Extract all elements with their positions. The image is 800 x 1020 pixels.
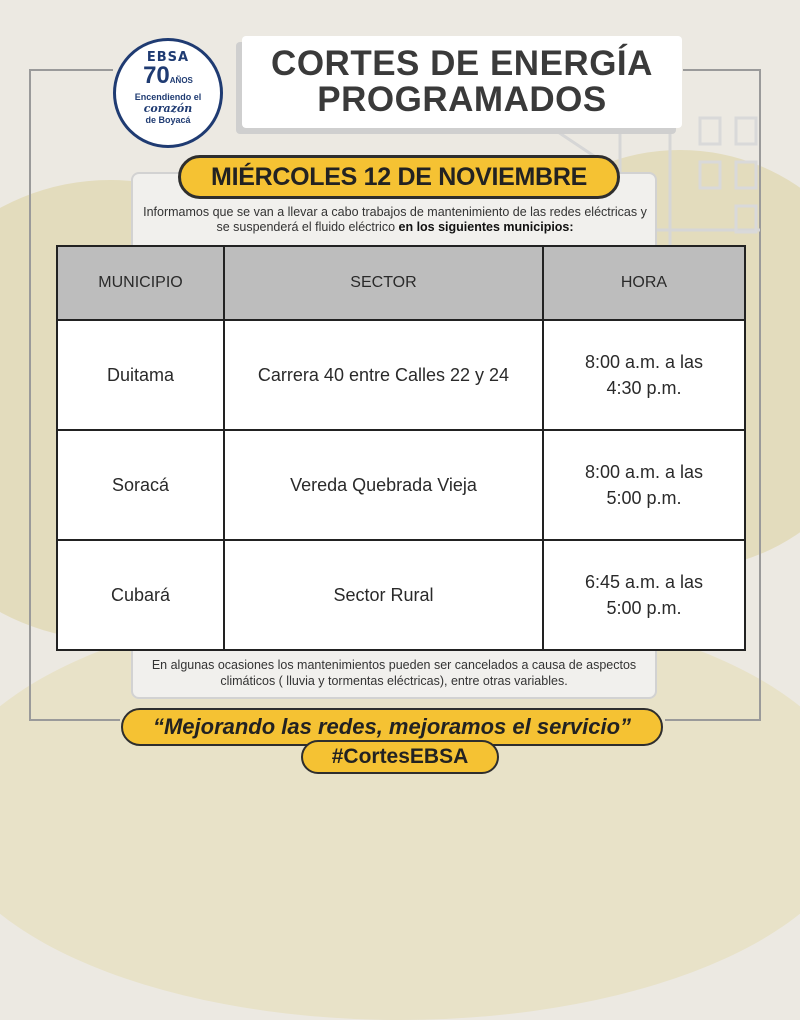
table-header-row — [57, 246, 745, 320]
cell-sector: Carrera 40 entre Calles 22 y 24 — [224, 320, 543, 430]
header-hora: HORA — [543, 246, 745, 320]
cell-municipio: Cubará — [57, 540, 224, 650]
page-title-line1: CORTES DE ENERGÍA — [271, 44, 653, 83]
cell-sector: Vereda Quebrada Vieja — [224, 430, 543, 540]
hashtag-badge: #CortesEBSA — [301, 740, 499, 774]
hora-start: 8:00 a.m. a las — [584, 462, 704, 482]
outage-schedule-table — [56, 245, 746, 651]
intro-emphasis: en los siguientes municipios: — [398, 220, 574, 234]
logo-brand: EBSA — [146, 50, 190, 65]
hora-end: 5:00 p.m. — [606, 488, 682, 508]
hora-end: 5:00 p.m. — [606, 598, 682, 618]
logo-slogan-line3: de Boyacá — [145, 115, 191, 125]
cell-hora — [543, 540, 745, 650]
logo-slogan-line1: Encendiendo el — [134, 92, 202, 102]
page-title-box — [242, 36, 682, 128]
cell-municipio: Duitama — [57, 320, 224, 430]
logo-years — [116, 62, 220, 92]
logo-slogan-heart-word: corazón — [143, 102, 193, 115]
intro-text — [140, 205, 650, 235]
page-title-line2: PROGRAMADOS — [317, 80, 607, 119]
cell-hora — [543, 430, 745, 540]
logo-slogan-line2 — [116, 103, 220, 115]
logo-years-number: 70 — [143, 62, 170, 89]
slogan-badge: “Mejorando las redes, mejoramos el servicio” — [121, 708, 663, 746]
cell-hora — [543, 320, 745, 430]
header-municipio: MUNICIPIO — [57, 246, 224, 320]
hora-end: 4:30 p.m. — [606, 378, 682, 398]
table-row — [57, 320, 745, 430]
cancellation-note: En algunas ocasiones los mantenimientos pueden ser cancelados a causa de aspectos climáticos ( lluvia y tormentas eléctricas), entre otras variables. — [151, 658, 637, 688]
intro-body: Informamos que se van a llevar a cabo trabajos de mantenimiento de las redes eléctricas y se suspenderá el fluido eléctrico — [143, 205, 647, 234]
cell-municipio: Soracá — [57, 430, 224, 540]
logo-years-suffix: AÑOS — [169, 76, 193, 85]
header-sector: SECTOR — [224, 246, 543, 320]
cell-sector: Sector Rural — [224, 540, 543, 650]
table-row — [57, 540, 745, 650]
table-row — [57, 430, 745, 540]
ebsa-70-years-logo — [113, 38, 223, 148]
date-badge: MIÉRCOLES 12 DE NOVIEMBRE — [178, 155, 620, 199]
hora-start: 6:45 a.m. a las — [584, 572, 704, 592]
hora-start: 8:00 a.m. a las — [584, 352, 704, 372]
